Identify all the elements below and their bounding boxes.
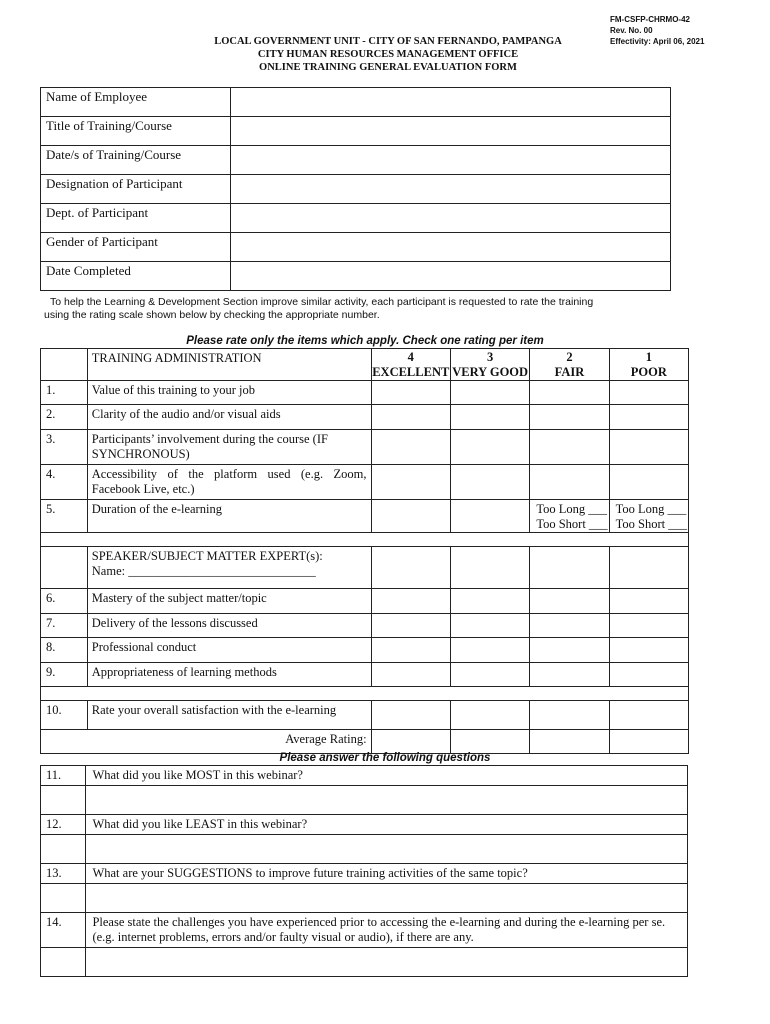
table-row: 10. Rate your overall satisfaction with the e-learning: [41, 701, 689, 730]
info-label: Title of Training/Course: [41, 117, 231, 146]
table-row: 3. Participants’ involvement during the course (IF SYNCHRONOUS): [41, 430, 689, 465]
info-label: Date/s of Training/Course: [41, 146, 231, 175]
scale-poor: 1 POOR: [609, 349, 688, 381]
info-row: [41, 262, 671, 291]
training-title-field[interactable]: [230, 117, 670, 146]
questions-table: [40, 765, 688, 977]
answer-row: [41, 786, 688, 815]
average-value-cell[interactable]: [609, 730, 688, 754]
instructions-line-1: To help the Learning & Development Section improve similar activity, each participant is requested to rate the training: [50, 296, 594, 308]
answer-row: [41, 884, 688, 913]
rating-heading: Please rate only the items which apply. Check one rating per item: [186, 335, 544, 347]
rating-cell[interactable]: [530, 701, 609, 730]
instructions-line-2: using the rating scale shown below by checking the appropriate number.: [44, 309, 380, 321]
rating-cell[interactable]: [530, 589, 609, 614]
scale-header-row: [41, 349, 689, 381]
rating-cell[interactable]: [450, 430, 529, 465]
rating-cell[interactable]: [450, 663, 529, 687]
rating-cell[interactable]: [609, 638, 688, 663]
table-row: 4. Accessibility of the platform used (e.g. Zoom, Facebook Live, etc.): [41, 465, 689, 500]
answer-field[interactable]: [86, 884, 688, 913]
gender-field[interactable]: [230, 233, 670, 262]
revision-number: Rev. No. 00: [610, 26, 653, 35]
rating-cell[interactable]: [371, 589, 450, 614]
info-row: [41, 204, 671, 233]
spacer-row: [41, 533, 689, 547]
name-field[interactable]: [230, 88, 670, 117]
rating-cell[interactable]: [609, 589, 688, 614]
rating-cell[interactable]: [530, 614, 609, 638]
rating-cell[interactable]: [530, 430, 609, 465]
rating-cell[interactable]: [450, 465, 529, 500]
rating-cell[interactable]: [609, 465, 688, 500]
rating-cell[interactable]: [371, 614, 450, 638]
rating-cell[interactable]: [371, 381, 450, 405]
info-row: [41, 88, 671, 117]
table-row: 7. Delivery of the lessons discussed: [41, 614, 689, 638]
spacer-row: [41, 687, 689, 701]
rating-cell[interactable]: [371, 663, 450, 687]
info-row: [41, 146, 671, 175]
info-label: Dept. of Participant: [41, 204, 231, 233]
question-row: 11. What did you like MOST in this webinar?: [41, 766, 688, 786]
rating-cell[interactable]: [530, 405, 609, 430]
table-row: 1. Value of this training to your job: [41, 381, 689, 405]
header-line-office: CITY HUMAN RESOURCES MANAGEMENT OFFICE: [257, 49, 519, 60]
rating-cell[interactable]: [371, 430, 450, 465]
rating-cell[interactable]: [450, 589, 529, 614]
answer-field[interactable]: [86, 835, 688, 864]
designation-field[interactable]: [230, 175, 670, 204]
effectivity-date: Effectivity: April 06, 2021: [610, 37, 705, 46]
rating-cell[interactable]: [371, 465, 450, 500]
answer-row: [41, 835, 688, 864]
document-header: [150, 35, 626, 74]
instructions: [44, 296, 714, 322]
training-dates-field[interactable]: [230, 146, 670, 175]
rating-cell[interactable]: [450, 638, 529, 663]
average-label: Average Rating:: [41, 730, 372, 754]
rating-cell[interactable]: [530, 465, 609, 500]
info-row: [41, 233, 671, 262]
questions-heading: Please answer the following questions: [279, 752, 491, 764]
rating-cell[interactable]: [609, 614, 688, 638]
rating-cell[interactable]: [450, 405, 529, 430]
rating-cell[interactable]: [450, 381, 529, 405]
rating-cell[interactable]: [609, 663, 688, 687]
average-value-cell[interactable]: [371, 730, 450, 754]
rating-cell[interactable]: [450, 500, 529, 533]
average-value-cell[interactable]: [450, 730, 529, 754]
table-row: 9. Appropriateness of learning methods: [41, 663, 689, 687]
rating-cell[interactable]: [450, 701, 529, 730]
rating-table: [40, 348, 689, 754]
scale-very-good: 3 VERY GOOD: [452, 350, 529, 379]
rating-cell[interactable]: [530, 663, 609, 687]
info-row: [41, 117, 671, 146]
question-row: 13. What are your SUGGESTIONS to improve future training activities of the same topic?: [41, 864, 688, 884]
date-completed-field[interactable]: [230, 262, 670, 291]
header-line-form-title: ONLINE TRAINING GENERAL EVALUATION FORM: [259, 62, 517, 73]
rating-cell[interactable]: [530, 381, 609, 405]
info-label: Gender of Participant: [41, 233, 231, 262]
table-row: 5. Duration of the e-learning Too Long ___ Too Short ___ Too Long ___ Too Short ___: [41, 500, 689, 533]
scale-excellent: 4 EXCELLENT: [372, 350, 450, 379]
answer-field[interactable]: [86, 786, 688, 815]
table-row: 8. Professional conduct: [41, 638, 689, 663]
table-row: 2. Clarity of the audio and/or visual aids: [41, 405, 689, 430]
rating-cell[interactable]: [450, 614, 529, 638]
form-code: FM-CSFP-CHRMO-42: [610, 15, 690, 24]
speaker-block[interactable]: [87, 547, 371, 589]
duration-options-fair[interactable]: Too Long ___ Too Short ___: [530, 500, 609, 533]
table-row: 6. Mastery of the subject matter/topic: [41, 589, 689, 614]
participant-info-table: [40, 87, 671, 291]
answer-row: [41, 948, 688, 977]
info-row: [41, 175, 671, 204]
header-line-lgu: LOCAL GOVERNMENT UNIT - CITY OF SAN FERNANDO, PAMPANGA: [214, 36, 562, 47]
info-label: Date Completed: [41, 262, 231, 291]
rating-cell[interactable]: [609, 405, 688, 430]
question-row: 14. Please state the challenges you have experienced prior to accessing the e-learning and during the e-learning per se. (e.g. internet problems, errors and/or faulty visual or audio), if there are any.: [41, 913, 688, 948]
rating-cell[interactable]: [371, 701, 450, 730]
speaker-row: [41, 547, 689, 589]
rating-cell[interactable]: [371, 638, 450, 663]
info-label: Name of Employee: [41, 88, 231, 117]
scale-fair: 2 FAIR: [530, 349, 609, 381]
rating-cell[interactable]: [609, 381, 688, 405]
rating-cell[interactable]: [609, 701, 688, 730]
rating-cell[interactable]: [530, 638, 609, 663]
answer-field[interactable]: [86, 948, 688, 977]
speaker-title: SPEAKER/SUBJECT MATTER EXPERT(s):: [91, 549, 323, 563]
section-title-admin: TRAINING ADMINISTRATION: [87, 349, 371, 381]
average-value-cell[interactable]: [530, 730, 609, 754]
average-row: [41, 730, 689, 754]
rating-cell[interactable]: [371, 500, 450, 533]
department-field[interactable]: [230, 204, 670, 233]
question-row: 12. What did you like LEAST in this webinar?: [41, 815, 688, 835]
rating-cell[interactable]: [371, 405, 450, 430]
info-label: Designation of Participant: [41, 175, 231, 204]
duration-options-poor[interactable]: Too Long ___ Too Short ___: [609, 500, 688, 533]
speaker-name: Name: ______________________________: [91, 564, 316, 578]
rating-cell[interactable]: [609, 430, 688, 465]
